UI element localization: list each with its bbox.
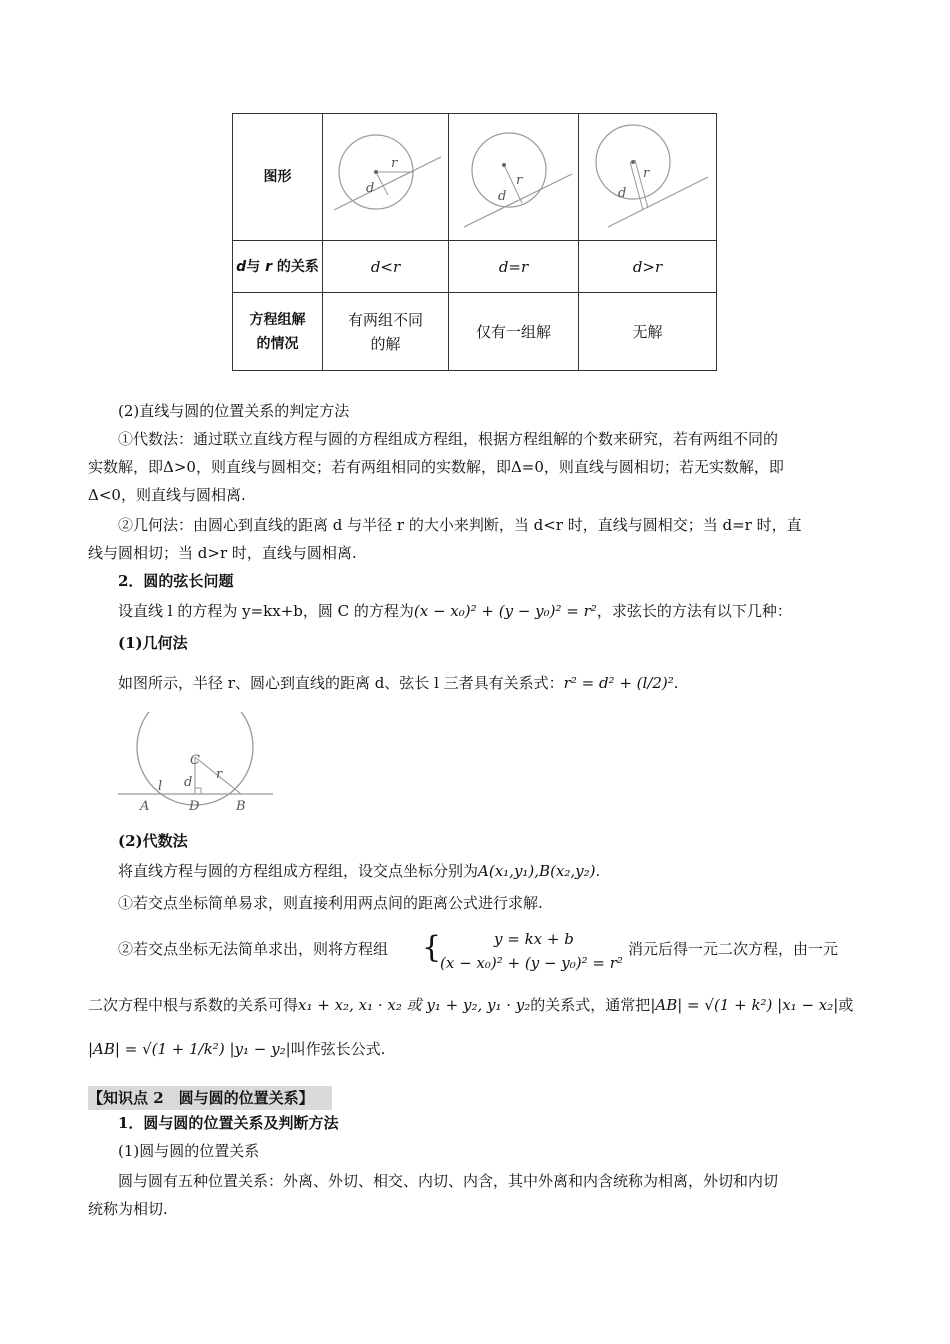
figure-separate — [579, 114, 717, 241]
vieta-line: 二次方程中根与系数的关系可得x₁ + x₂, x₁ · x₂ 或 y₁ + y₂, y₁ · y₂的关系式，通常把|AB| = √(1 + k²) |x₁ − x₂|或 — [88, 996, 854, 1014]
geometry-method-line1: ②几何法：由圆心到直线的距离 d 与半径 r 的大小来判断，当 d<r 时，直线与圆相交；当 d=r 时，直 — [118, 516, 802, 534]
algebra-method-line2: 实数解，即Δ>0，则直线与圆相交；若有两组相同的实数解，即Δ=0，则直线与圆相切；若无实数解，即 — [88, 458, 784, 476]
svg-text:r: r — [515, 173, 522, 188]
circle-circle-text-line2: 统称为相切. — [88, 1200, 168, 1218]
method1-equation: r² = d² + (l/2)² — [563, 674, 674, 692]
circle-circle-subtitle: (1)圆与圆的位置关系 — [118, 1142, 260, 1160]
geometry-method-line2: 线与圆相切；当 d>r 时，直线与圆相离. — [88, 544, 357, 562]
chord-formula-line: |AB| = √(1 + 1/k²) |y₁ − y₂|叫作弦长公式. — [88, 1040, 386, 1058]
row-header-figure: 图形 — [233, 114, 323, 241]
algebra-method-line1: ①代数法：通过联立直线方程与圆的方程组成方程组，根据方程组解的个数来研究，若有两组不同的 — [118, 430, 779, 448]
svg-text:d: d — [365, 181, 374, 196]
circle-circle-title: 1．圆与圆的位置关系及判断方法 — [118, 1114, 339, 1132]
svg-text:d: d — [184, 775, 193, 790]
method1-title: (1)几何法 — [118, 634, 188, 652]
case1-text: ①若交点坐标简单易求，则直接利用两点间的距离公式进行求解. — [118, 894, 543, 912]
circle-circle-text-line1: 圆与圆有五种位置关系：外离、外切、相交、内切、内含，其中外离和内含统称为相离，外切和内切 — [118, 1172, 779, 1190]
case2-tail: 消元后得一元二次方程，由一元 — [628, 940, 839, 958]
knowledge-point-2-title: 【知识点 2 圆与圆的位置关系】 — [88, 1086, 332, 1110]
method2-title: (2)代数法 — [118, 832, 188, 850]
cell-d-lt-r: d<r — [323, 241, 449, 293]
cell-no-solution: 无解 — [579, 293, 717, 371]
figure-intersect — [323, 114, 449, 241]
method2-text: 将直线方程与圆的方程组成方程组，设交点坐标分别为A(x₁,y₁),B(x₂,y₂). — [118, 862, 601, 880]
cell-d-eq-r: d=r — [449, 241, 579, 293]
svg-text:d: d — [617, 186, 626, 201]
svg-text:D: D — [189, 799, 200, 814]
cell-one-solution: 仅有一组解 — [449, 293, 579, 371]
chord-intro: 设直线 l 的方程为 y=kx+b，圆 C 的方程为(x − x₀)² + (y − y₀)² = r²，求弦长的方法有以下几种： — [118, 602, 792, 620]
svg-text:l: l — [158, 779, 163, 794]
row-header-solutions: 方程组解的情况 — [233, 293, 323, 371]
cell-two-solutions: 有两组不同的解 — [323, 293, 449, 371]
svg-text:r: r — [642, 166, 649, 181]
row-header-relation: d与 r 的关系 — [233, 241, 323, 293]
position-table — [232, 113, 717, 371]
figure-tangent — [449, 114, 579, 241]
cell-d-gt-r: d>r — [579, 241, 717, 293]
svg-text:A: A — [140, 799, 150, 814]
method1-text: 如图所示，半径 r、圆心到直线的距离 d、弦长 l 三者具有关系式：r² = d² + (l/2)². — [118, 674, 679, 692]
case2-text: ②若交点坐标无法简单求出，则将方程组 — [118, 940, 389, 958]
svg-text:r: r — [390, 156, 397, 171]
system-eq1: y = kx + b — [494, 930, 574, 948]
system-brace: { — [422, 930, 442, 965]
algebra-method-line3: Δ<0，则直线与圆相离. — [88, 486, 246, 504]
svg-text:r: r — [216, 767, 223, 782]
system-eq2: (x − x₀)² + (y − y₀)² = r² — [440, 954, 623, 972]
svg-text:B: B — [236, 799, 246, 814]
svg-text:C: C — [190, 753, 200, 768]
chord-figure — [118, 712, 278, 817]
svg-text:d: d — [497, 189, 506, 204]
chord-title: 2．圆的弦长问题 — [118, 572, 234, 590]
section-judgement-title: (2)直线与圆的位置关系的判定方法 — [118, 402, 350, 420]
